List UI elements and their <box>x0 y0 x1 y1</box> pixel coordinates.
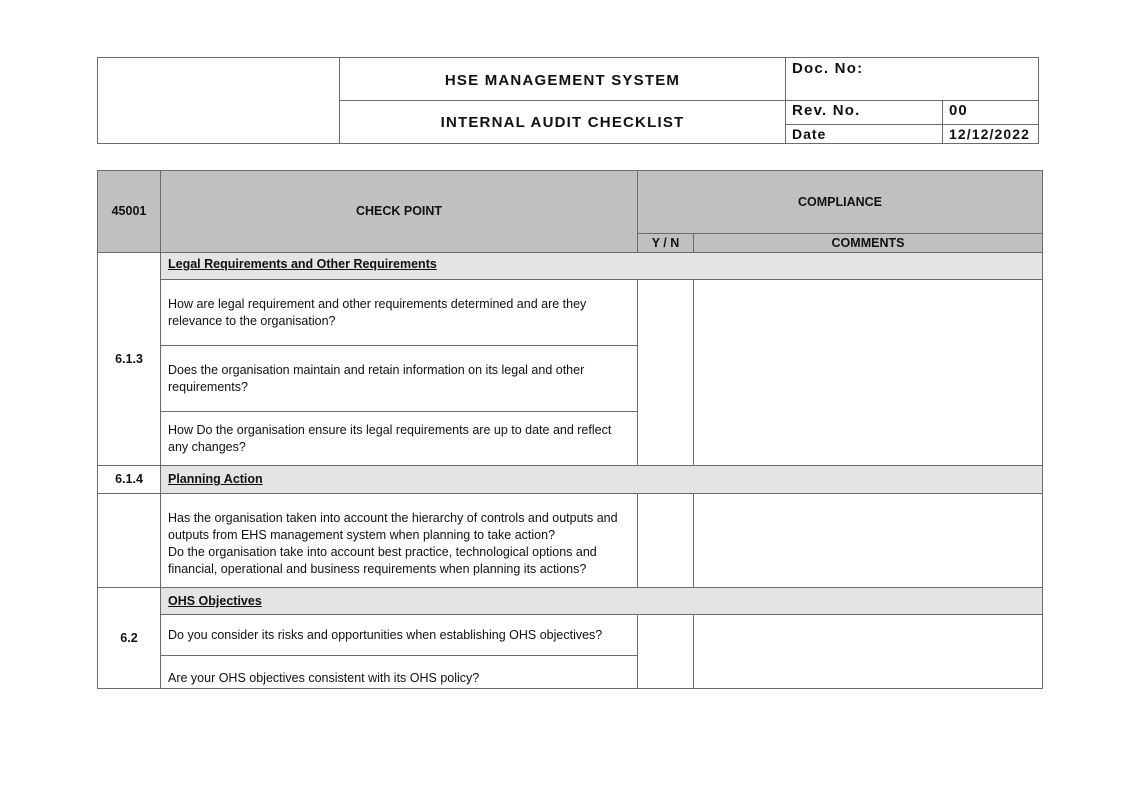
question-line: financial, operational and business requirements when planning its actions? <box>168 562 587 576</box>
comments-cell[interactable] <box>693 279 1043 466</box>
section-title: OHS Objectives <box>160 587 1043 615</box>
checkpoint-question: Does the organisation maintain and retain information on its legal and other requirements? <box>160 345 638 412</box>
checkpoint-question: Are your OHS objectives consistent with its OHS policy? <box>160 655 638 689</box>
yn-answer-cell[interactable] <box>637 279 694 466</box>
date-label: Date <box>785 125 943 143</box>
clause-cell: 6.1.3 <box>97 252 161 466</box>
standard-header: 45001 <box>97 170 161 253</box>
question-line: outputs from EHS management system when planning to take action? <box>168 528 556 542</box>
compliance-header: COMPLIANCE <box>637 170 1043 234</box>
comments-cell[interactable] <box>693 493 1043 588</box>
comments-cell[interactable] <box>693 614 1043 689</box>
checkpoint-question: Do you consider its risks and opportunities when establishing OHS objectives? <box>160 614 638 656</box>
question-line: Do the organisation take into account best practice, technological options and <box>168 545 597 559</box>
section-title: Legal Requirements and Other Requirements <box>160 252 1043 280</box>
yn-answer-cell[interactable] <box>637 493 694 588</box>
checkpoint-question: How Do the organisation ensure its legal requirements are up to date and reflect any changes? <box>160 411 638 466</box>
checkpoint-question: How are legal requirement and other requirements determined and are they relevance to the organisation? <box>160 279 638 346</box>
document-header <box>97 57 1039 144</box>
audit-checklist-table <box>97 170 1043 689</box>
checkpoint-header: CHECK POINT <box>160 170 638 253</box>
clause-cell: 6.2 <box>97 587 161 689</box>
doc-no-label: Doc. No: <box>785 58 1038 101</box>
checklist-title: INTERNAL AUDIT CHECKLIST <box>440 113 685 131</box>
rev-no-value: 00 <box>943 101 1038 125</box>
logo-placeholder <box>98 58 340 143</box>
comments-header: COMMENTS <box>693 233 1043 253</box>
system-title: HSE MANAGEMENT SYSTEM <box>340 58 785 101</box>
yn-answer-cell[interactable] <box>637 614 694 689</box>
yn-header: Y / N <box>637 233 694 253</box>
question-line: Has the organisation taken into account the hierarchy of controls and outputs and <box>168 511 618 525</box>
checkpoint-question <box>160 493 638 588</box>
rev-no-label: Rev. No. <box>785 101 943 125</box>
section-title: Planning Action <box>160 465 1043 494</box>
date-value: 12/12/2022 <box>949 126 1031 142</box>
clause-cell: 6.1.4 <box>97 465 161 494</box>
clause-cell-empty <box>97 493 161 588</box>
